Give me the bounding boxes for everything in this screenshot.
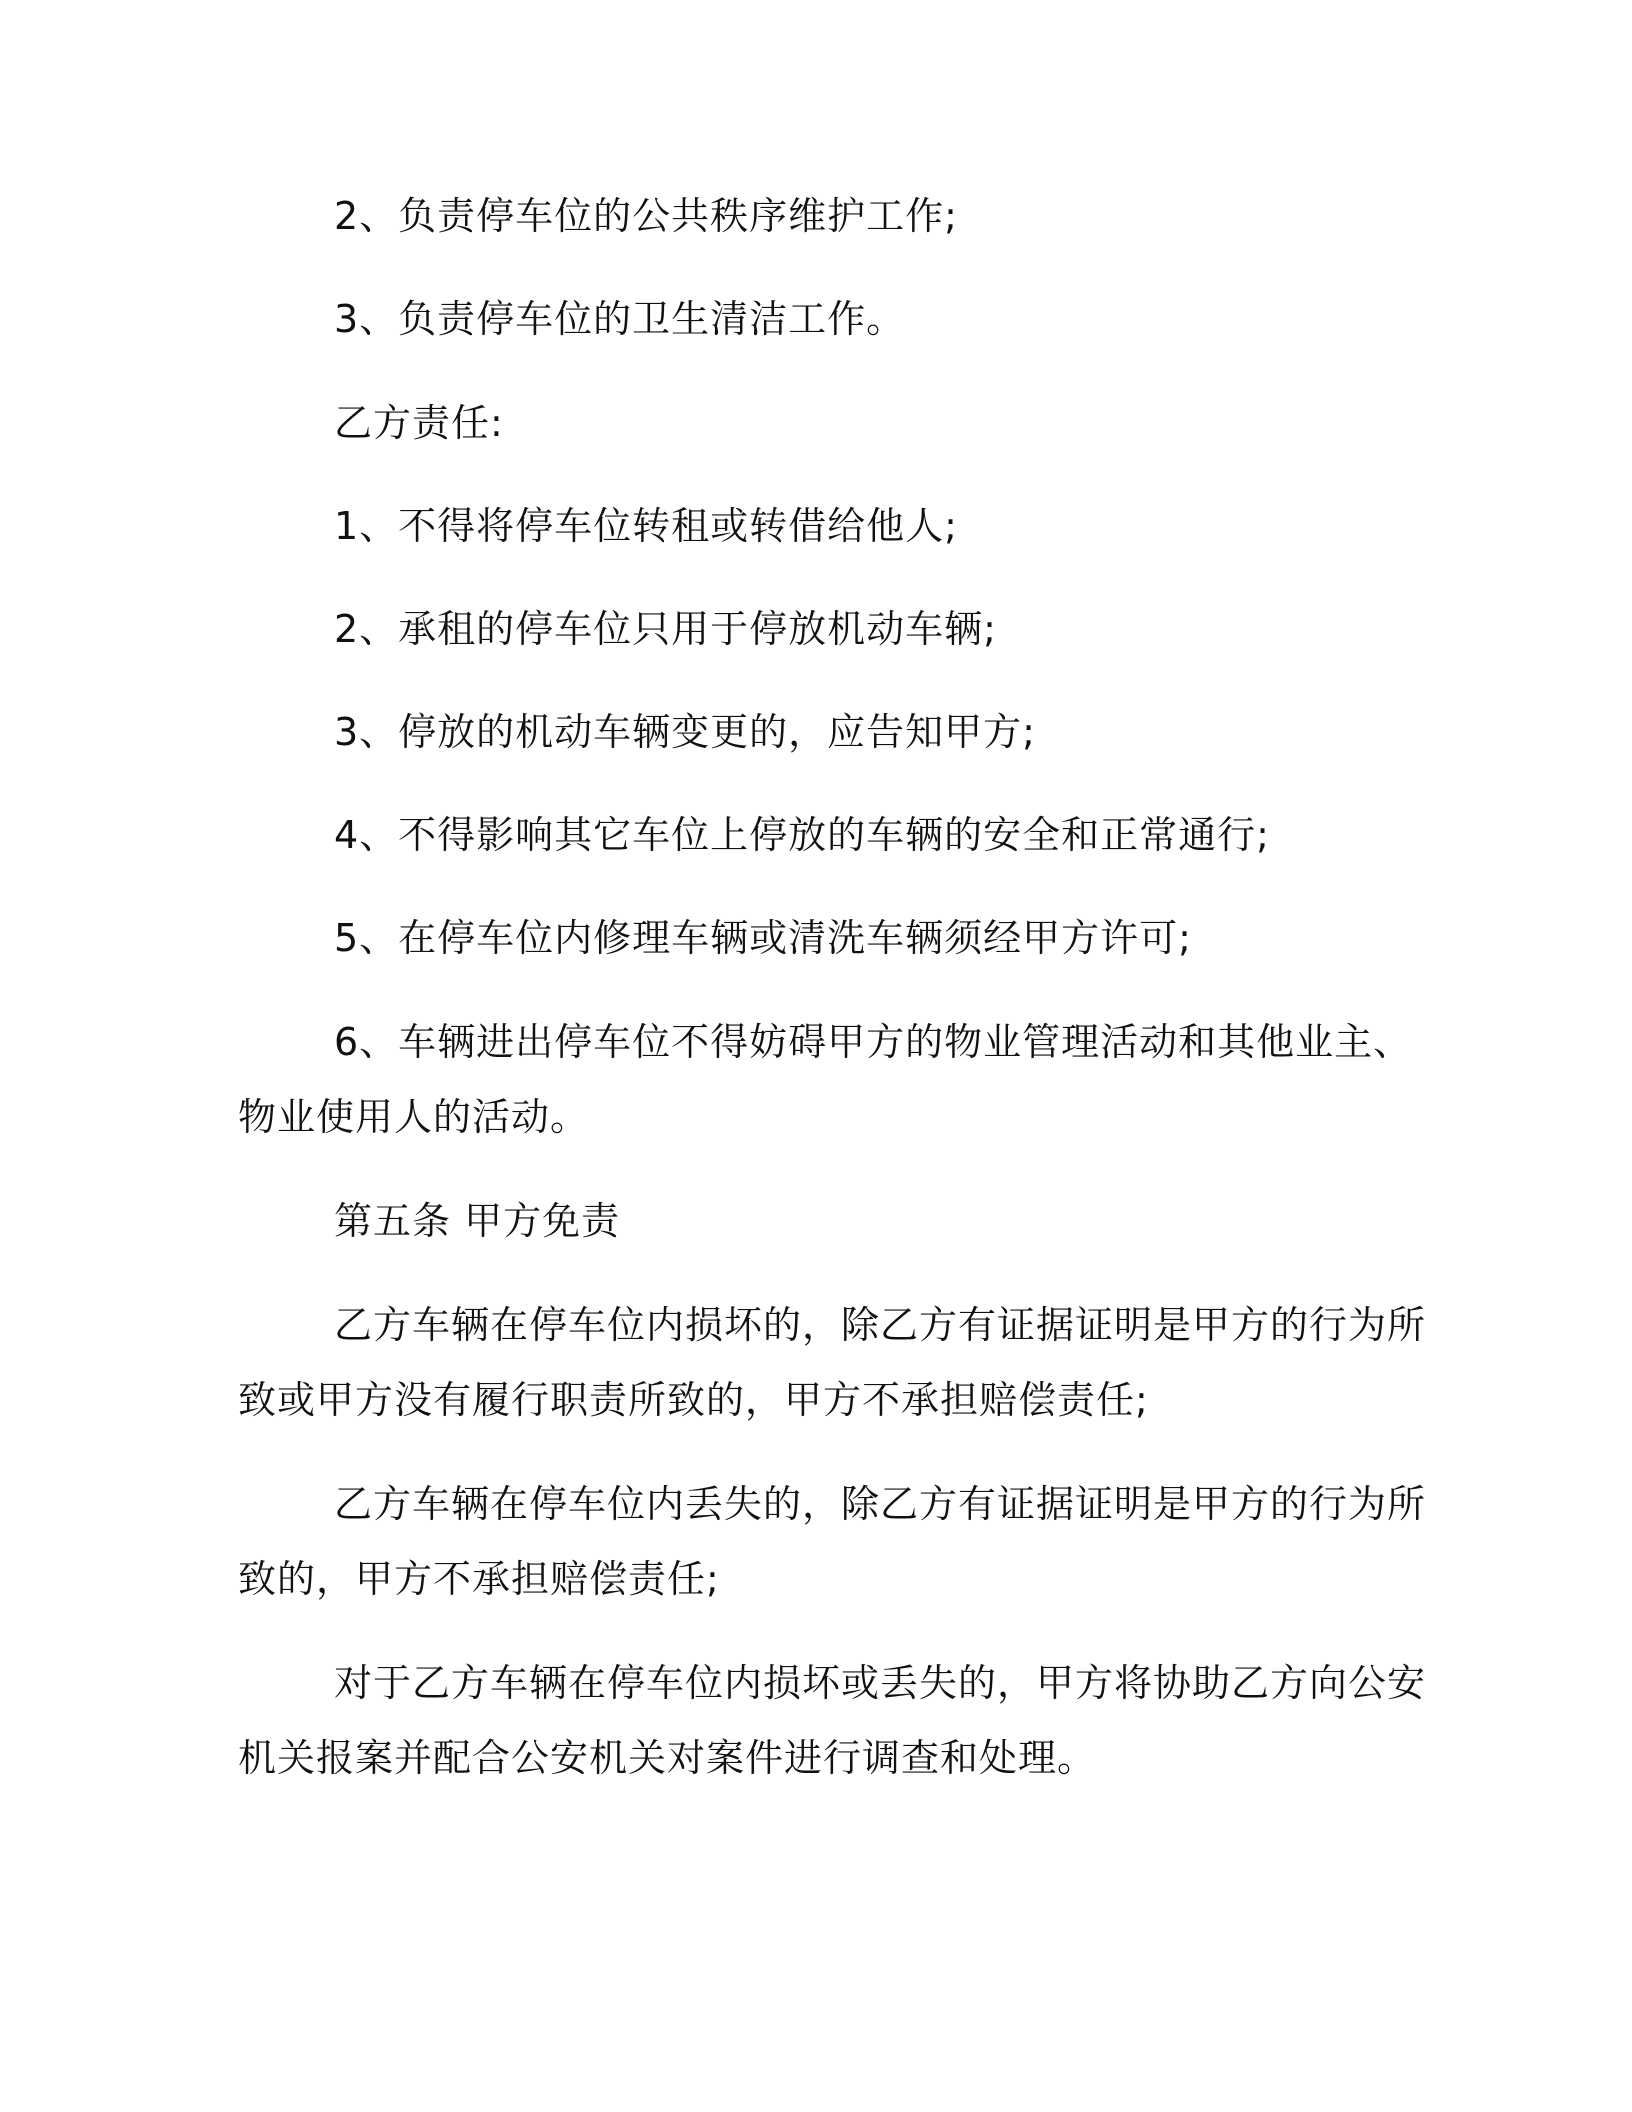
text-line: 物业使用人的活动。 xyxy=(238,1095,590,1139)
text-line: 乙方车辆在停车位内损坏的，除乙方有证据证明是甲方的行为所 xyxy=(334,1303,1427,1347)
text-line: 乙方车辆在停车位内丢失的，除乙方有证据证明是甲方的行为所 xyxy=(334,1482,1427,1526)
text-line: 对于乙方车辆在停车位内损坏或丢失的，甲方将协助乙方向公安 xyxy=(334,1661,1427,1705)
text-line: 3、停放的机动车辆变更的，应告知甲方; xyxy=(334,710,1036,754)
text-line: 3、负责停车位的卫生清洁工作。 xyxy=(334,297,906,341)
section-heading: 第五条 甲方免责 xyxy=(334,1199,621,1243)
text-line: 致或甲方没有履行职责所致的，甲方不承担赔偿责任; xyxy=(238,1378,1149,1422)
text-line: 1、不得将停车位转租或转借给他人; xyxy=(334,504,958,548)
text-line: 致的，甲方不承担赔偿责任; xyxy=(238,1557,720,1601)
text-line: 6、车辆进出停车位不得妨碍甲方的物业管理活动和其他业主、 xyxy=(334,1020,1413,1064)
text-line: 4、不得影响其它车位上停放的车辆的安全和正常通行; xyxy=(334,813,1270,857)
section-heading: 乙方责任: xyxy=(334,401,504,445)
text-line: 5、在停车位内修理车辆或清洗车辆须经甲方许可; xyxy=(334,916,1192,960)
text-line: 2、承租的停车位只用于停放机动车辆; xyxy=(334,607,997,651)
text-line: 机关报案并配合公安机关对案件进行调查和处理。 xyxy=(238,1736,1097,1780)
text-line: 2、负责停车位的公共秩序维护工作; xyxy=(334,194,958,238)
